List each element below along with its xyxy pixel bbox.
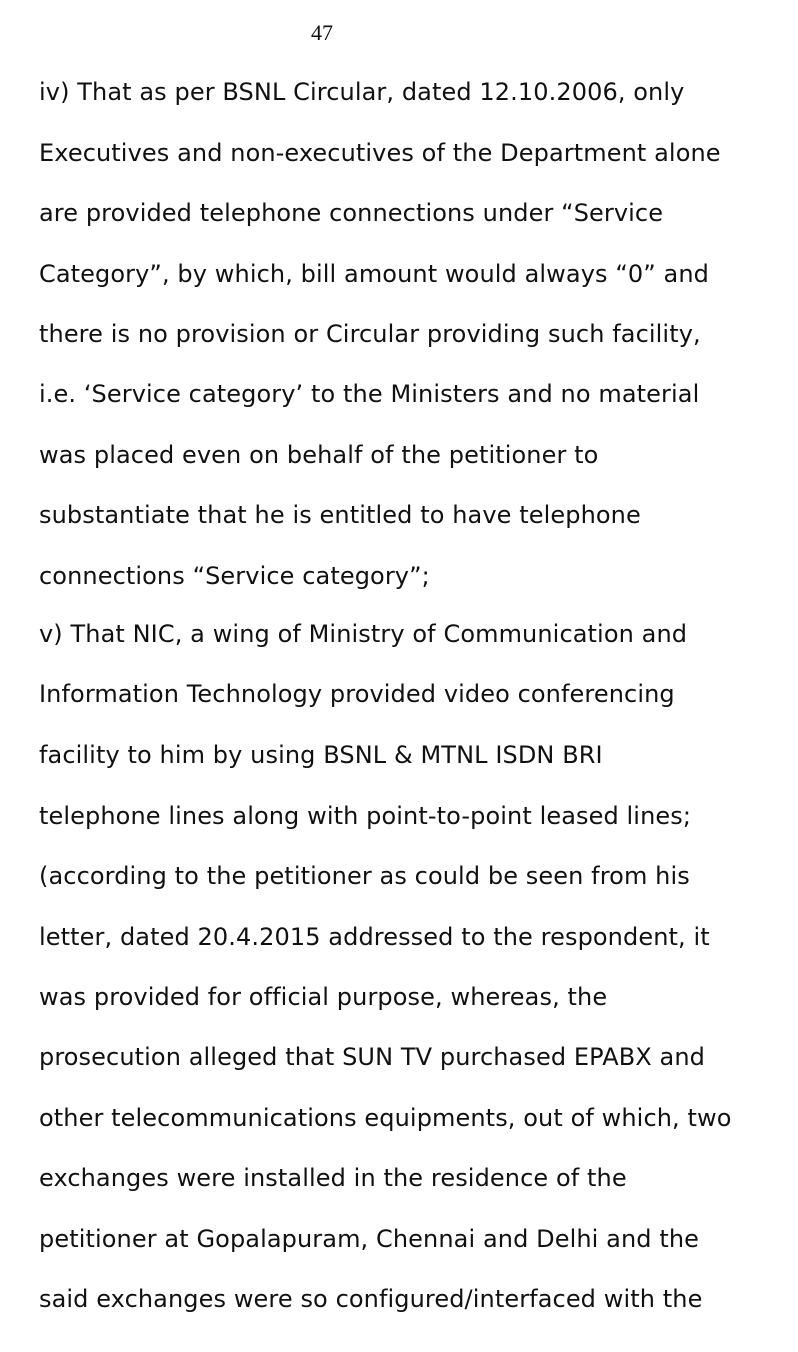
paragraph-v-line-7: was provided for official purpose, whereas, the [39, 983, 608, 1011]
paragraph-iv-line-1: iv) That as per BSNL Circular, dated 12.10.2006, only [39, 78, 685, 106]
paragraph-v-line-3: facility to him by using BSNL & MTNL ISDN BRI [39, 741, 603, 769]
paragraph-v-line-4: telephone lines along with point-to-point leased lines; [39, 802, 692, 830]
paragraph-v-line-1: v) That NIC, a wing of Ministry of Communication and [39, 620, 688, 648]
paragraph-iv-line-5: there is no provision or Circular providing such facility, [39, 320, 701, 348]
paragraph-v-line-11: petitioner at Gopalapuram, Chennai and Delhi and the [39, 1225, 700, 1253]
paragraph-iv-line-2: Executives and non-executives of the Department alone [39, 139, 721, 167]
paragraph-v-line-6: letter, dated 20.4.2015 addressed to the respondent, it [39, 923, 710, 951]
paragraph-v-line-9: other telecommunications equipments, out of which, two [39, 1104, 732, 1132]
paragraph-iv-line-8: substantiate that he is entitled to have telephone [39, 501, 641, 529]
paragraph-v-line-8: prosecution alleged that SUN TV purchased EPABX and [39, 1043, 706, 1071]
paragraph-v-line-12: said exchanges were so configured/interfaced with the [39, 1285, 703, 1313]
paragraph-v-line-10: exchanges were installed in the residence of the [39, 1164, 627, 1192]
paragraph-iv-line-6: i.e. ‘Service category’ to the Ministers and no material [39, 380, 700, 408]
paragraph-iv-line-9: connections “Service category”; [39, 562, 430, 590]
paragraph-v-line-2: Information Technology provided video conferencing [39, 680, 675, 708]
paragraph-iv-line-4: Category”, by which, bill amount would always “0” and [39, 260, 709, 288]
paragraph-v-line-5: (according to the petitioner as could be seen from his [39, 862, 690, 890]
page-number: 47 [311, 20, 333, 45]
paragraph-iv-line-3: are provided telephone connections under “Service [39, 199, 664, 227]
paragraph-iv-line-7: was placed even on behalf of the petitioner to [39, 441, 599, 469]
